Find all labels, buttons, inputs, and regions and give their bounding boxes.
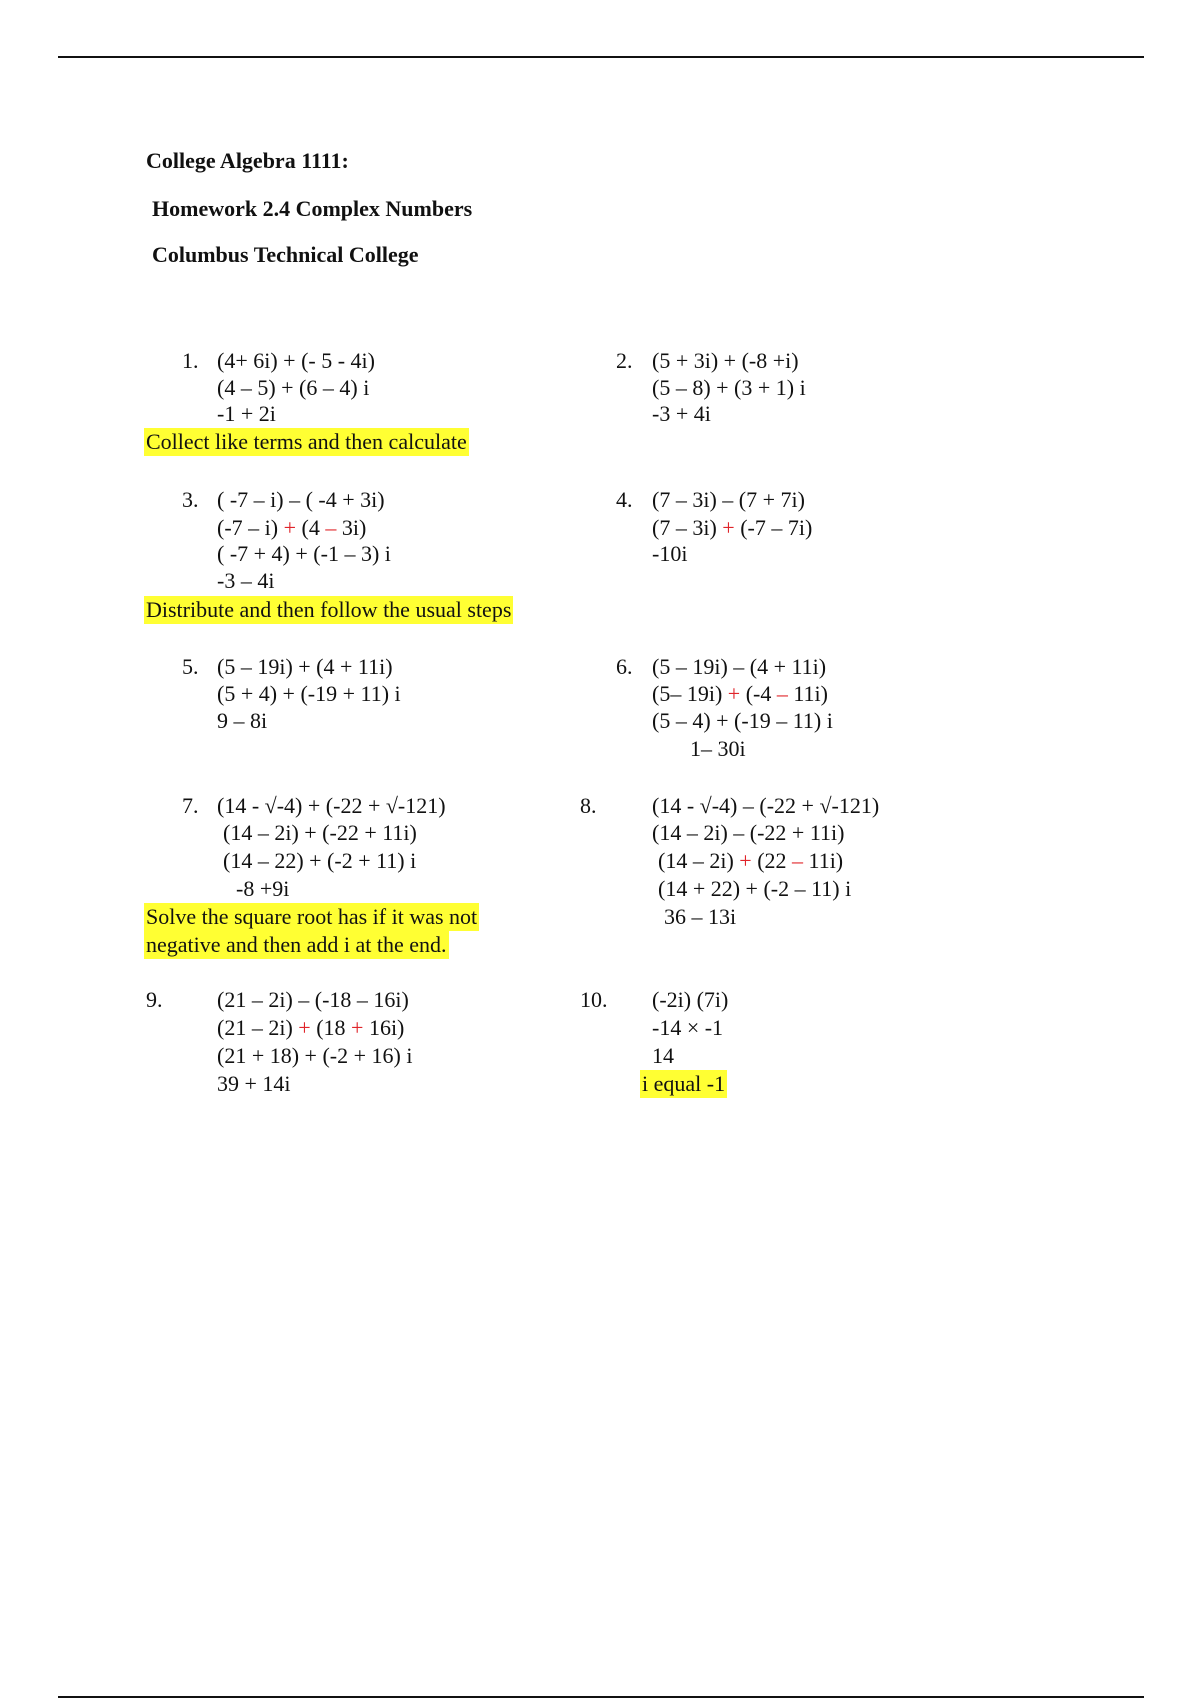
expression-text: (5 – 4) + (-19 – 11) i: [652, 708, 833, 733]
solution-line: [690, 735, 746, 762]
problem-number: 7.: [182, 793, 199, 818]
solution-line: [217, 707, 267, 734]
expression-text: ( -7 + 4) + (-1 – 3) i: [217, 541, 391, 566]
red-operator: +: [727, 681, 741, 706]
problem-number: 1.: [182, 348, 199, 373]
solution-line: [223, 847, 416, 874]
problem-number: 2.: [616, 348, 633, 373]
expression-text: (5 – 19i) + (4 + 11i): [217, 654, 393, 679]
solution-line: [652, 400, 711, 427]
solution-line: [217, 1014, 404, 1041]
highlighted-note: Collect like terms and then calculate: [146, 429, 467, 454]
expression-text: (5 + 4) + (-19 + 11) i: [217, 681, 401, 706]
red-operator: –: [776, 681, 788, 706]
solution-line: [664, 903, 736, 930]
expression-text: (18: [310, 1015, 352, 1040]
expression-text: ( -7 – i) – ( -4 + 3i): [217, 487, 385, 512]
solution-line: [217, 1070, 291, 1097]
solution-line: [217, 986, 409, 1013]
solution-line: [652, 486, 805, 513]
solution-line: [652, 792, 879, 819]
expression-text: -10i: [652, 541, 688, 566]
expression-text: (7 – 3i): [652, 515, 723, 540]
expression-text: (7 – 3i) – (7 + 7i): [652, 487, 805, 512]
expression-text: 9 – 8i: [217, 708, 268, 733]
top-rule: [58, 56, 1144, 58]
problem-number: 10.: [580, 987, 608, 1012]
expression-text: (14 – 2i): [658, 848, 740, 873]
expression-text: (14 - √-4) + (-22 + √-121): [217, 793, 446, 818]
problem-number: 8.: [580, 793, 597, 818]
school-name: Columbus Technical College: [152, 242, 419, 267]
solution-line: [652, 819, 844, 846]
solution-line: [217, 374, 369, 401]
expression-text: (14 + 22) + (-2 – 11) i: [658, 876, 852, 901]
expression-text: (-7 – 7i): [734, 515, 813, 540]
solution-line: [652, 986, 728, 1013]
solution-line: [658, 875, 851, 902]
solution-line: [652, 347, 799, 374]
red-operator: +: [739, 848, 752, 873]
expression-text: (5 – 8) + (3 + 1) i: [652, 375, 806, 400]
expression-text: (4 – 5) + (6 – 4) i: [217, 375, 370, 400]
red-operator: +: [351, 1015, 364, 1040]
solution-line: [217, 514, 366, 541]
solution-line: [652, 514, 812, 541]
red-operator: +: [722, 515, 735, 540]
solution-line: [652, 680, 828, 707]
problem-number: 6.: [616, 654, 633, 679]
highlighted-note: Distribute and then follow the usual steps: [146, 597, 512, 622]
solution-line: [658, 847, 843, 874]
expression-text: (5– 19i): [652, 681, 728, 706]
red-operator: +: [283, 515, 297, 540]
expression-text: -1 + 2i: [217, 401, 276, 426]
expression-text: (14 - √-4) – (-22 + √-121): [652, 793, 880, 818]
expression-text: (4: [296, 515, 326, 540]
expression-text: (5 + 3i) + (-8 +i): [652, 348, 799, 373]
solution-line: [217, 792, 446, 819]
expression-text: (-2i) (7i): [652, 987, 729, 1012]
solution-line: [217, 1042, 412, 1069]
expression-text: 11i): [803, 848, 844, 873]
problem-number: 4.: [616, 487, 633, 512]
solution-line: [652, 540, 687, 567]
solution-line: [652, 1042, 674, 1069]
expression-text: (21 – 2i) – (-18 – 16i): [217, 987, 409, 1012]
solution-line: [217, 400, 276, 427]
solution-line: [217, 347, 375, 374]
highlighted-note: i equal -1: [642, 1071, 726, 1096]
expression-text: (22: [751, 848, 793, 873]
expression-text: 16i): [363, 1015, 405, 1040]
expression-text: 11i): [787, 681, 828, 706]
expression-text: 14: [652, 1043, 674, 1068]
solution-line: [217, 486, 385, 513]
expression-text: (-4: [740, 681, 777, 706]
expression-text: -3 + 4i: [652, 401, 711, 426]
solution-line: [652, 707, 833, 734]
red-operator: –: [792, 848, 804, 873]
course-title: College Algebra 1111:: [146, 148, 349, 173]
expression-text: 36 – 13i: [664, 904, 737, 929]
bottom-rule: [58, 1696, 1144, 1698]
problem-number: 9.: [146, 987, 163, 1012]
red-operator: +: [298, 1015, 311, 1040]
solution-line: [652, 374, 806, 401]
expression-text: (4+ 6i) + (- 5 - 4i): [217, 348, 375, 373]
expression-text: (14 – 22) + (-2 + 11) i: [223, 848, 417, 873]
highlighted-note: negative and then add i at the end.: [146, 932, 447, 957]
highlighted-note: Solve the square root has if it was not: [146, 904, 478, 929]
expression-text: (-7 – i): [217, 515, 284, 540]
expression-text: (5 – 19i) – (4 + 11i): [652, 654, 827, 679]
expression-text: -3 – 4i: [217, 568, 275, 593]
expression-text: (14 – 2i) + (-22 + 11i): [223, 820, 417, 845]
solution-line: [217, 680, 401, 707]
solution-line: [217, 653, 393, 680]
homework-title: Homework 2.4 Complex Numbers: [152, 196, 473, 221]
expression-text: (21 + 18) + (-2 + 16) i: [217, 1043, 413, 1068]
expression-text: -8 +9i: [236, 876, 290, 901]
problem-number: 5.: [182, 654, 199, 679]
problem-number: 3.: [182, 487, 199, 512]
solution-line: [223, 819, 417, 846]
solution-line: [217, 567, 274, 594]
solution-line: [217, 540, 391, 567]
expression-text: (21 – 2i): [217, 1015, 299, 1040]
expression-text: 39 + 14i: [217, 1071, 291, 1096]
solution-line: [236, 875, 289, 902]
solution-line: [652, 1014, 723, 1041]
expression-text: (14 – 2i) – (-22 + 11i): [652, 820, 845, 845]
expression-text: 3i): [336, 515, 367, 540]
red-operator: –: [325, 515, 337, 540]
expression-text: -14 × -1: [652, 1015, 724, 1040]
expression-text: 1– 30i: [690, 736, 746, 761]
solution-line: [652, 653, 826, 680]
